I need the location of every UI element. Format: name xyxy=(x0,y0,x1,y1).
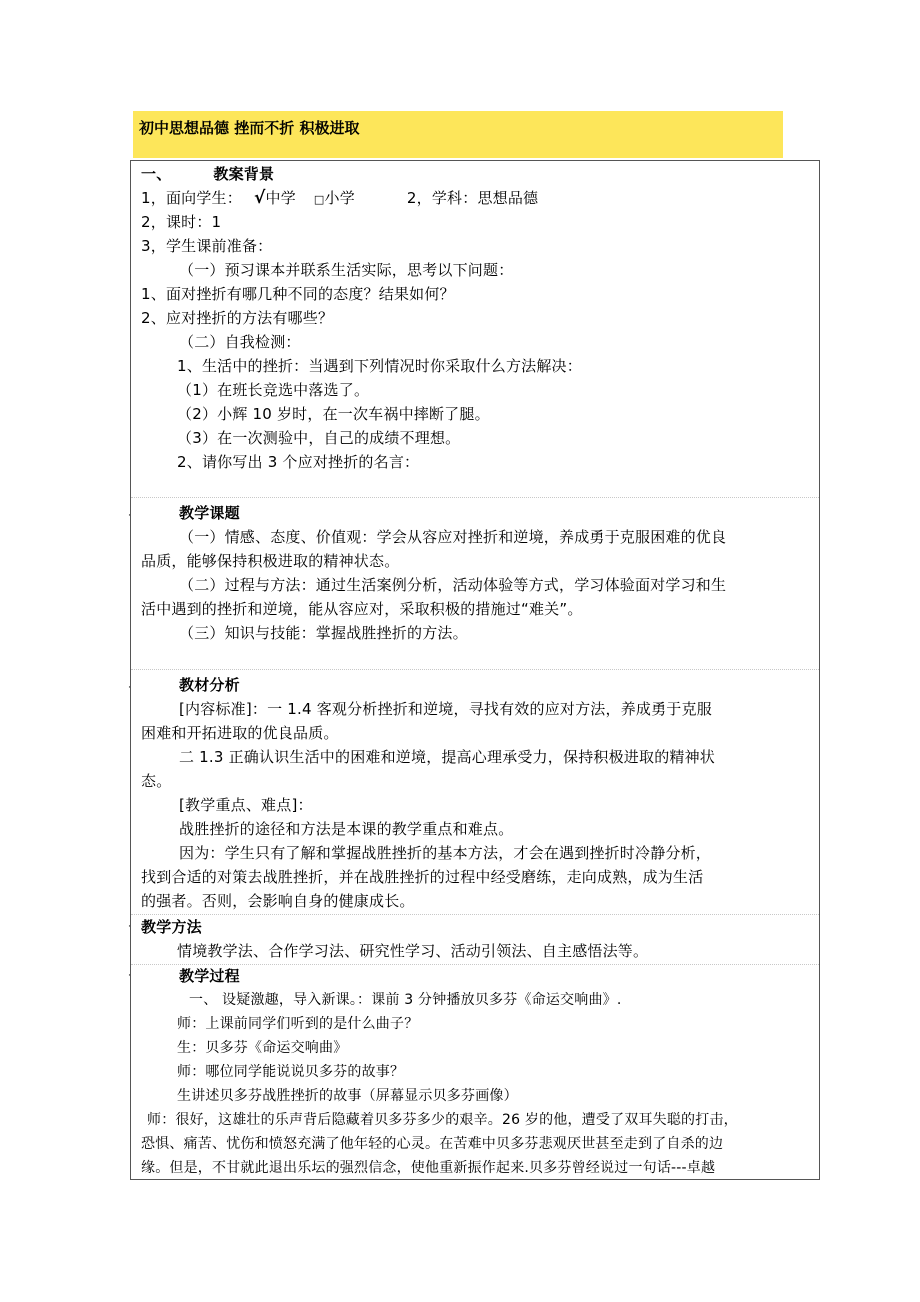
lesson-plan-table xyxy=(130,160,820,1180)
section-analysis-heading: 教材分析 xyxy=(179,676,240,694)
process-line-7: 恐惧、痛苦、忧伤和愤怒充满了他年轻的心灵。在苦难中贝多芬悲观厌世甚至走到了自杀的边 xyxy=(141,1136,724,1152)
content-standard-2a: 二 1.3 正确认识生活中的困难和逆境，提高心理承受力，保持积极进取的精神状 xyxy=(179,748,715,766)
process-line-2: 师：上课前同学们听到的是什么曲子？ xyxy=(177,1016,419,1032)
content-standard-2b: 态。 xyxy=(141,772,172,790)
preview-line: （一）预习课本并联系生活实际，思考以下问题： xyxy=(179,261,514,279)
process-line-4: 师：哪位同学能说说贝多芬的故事？ xyxy=(177,1064,405,1080)
content-standard-1a: [内容标准]：一 1.4 客观分析挫折和逆境，寻找有效的应对方法，养成勇于克服 xyxy=(179,700,712,718)
reason-line-2: 找到合适的对策去战胜挫折，并在战胜挫折的过程中经受磨练，走向成熟，成为生活 xyxy=(141,868,704,886)
bullet-marker: · xyxy=(128,922,131,932)
bullet-marker: · xyxy=(128,511,131,521)
section-background-heading xyxy=(141,162,811,186)
reason-line-3: 的强者。否则，会影响自身的健康成长。 xyxy=(141,892,415,910)
row-divider xyxy=(131,497,819,498)
middle-school-option: 中学 xyxy=(265,189,296,207)
prep-line: 3，学生课前准备： xyxy=(141,237,273,255)
process-line-8: 缘。但是，不甘就此退出乐坛的强烈信念，使他重新振作起来.贝多芬曾经说过一句话---卓越 xyxy=(141,1160,716,1176)
key-points-heading: [教学重点、难点]： xyxy=(179,796,313,814)
section-process-heading: 教学过程 xyxy=(179,967,240,985)
self-test-heading: （二）自我检测： xyxy=(179,333,301,351)
process-line-5: 生讲述贝多芬战胜挫折的故事（屏幕显示贝多芬画像） xyxy=(177,1088,518,1104)
check-mark-icon: √ xyxy=(253,188,266,208)
row-divider xyxy=(131,669,819,670)
topic-goal-1b: 品质，能够保持积极进取的精神状态。 xyxy=(141,552,400,570)
section-method-heading: 教学方法 xyxy=(141,918,202,936)
heading-text: 教案背景 xyxy=(213,165,275,183)
document-title: 初中思想品德 挫而不折 积极进取 xyxy=(139,119,360,137)
checkbox-icon: □ xyxy=(313,193,325,206)
process-line-1: 一、 设疑激趣，导入新课。：课前 3 分钟播放贝多芬《命运交响曲》. xyxy=(189,992,622,1008)
self-test-1a: （1）在班长竞选中落选了。 xyxy=(177,381,370,399)
students-line: 1，面向学生： √中学 □小学 2，学科：思想品德 xyxy=(141,188,539,208)
self-test-2: 2、请你写出 3 个应对挫折的名言： xyxy=(177,453,420,471)
title-bar xyxy=(133,111,783,158)
methods-text: 情境教学法、合作学习法、研究性学习、活动引领法、自主感悟法等。 xyxy=(177,942,649,960)
question-1: 1、面对挫折有哪几种不同的态度？结果如何？ xyxy=(141,285,455,303)
reason-line-1: 因为：学生只有了解和掌握战胜挫折的基本方法，才会在遇到挫折时冷静分析， xyxy=(179,844,712,862)
process-line-6: 师：很好，这雄壮的乐声背后隐藏着贝多芬多少的艰辛。26 岁的他，遭受了双耳失聪的打击， xyxy=(147,1112,738,1128)
topic-goal-2a: （二）过程与方法：通过生活案例分析，活动体验等方式，学习体验面对学习和生 xyxy=(179,576,727,594)
content-standard-1b: 困难和开拓进取的优良品质。 xyxy=(141,724,339,742)
bullet-marker: · xyxy=(128,683,131,693)
question-2: 2、应对挫折的方法有哪些？ xyxy=(141,309,334,327)
heading-number: 一、 xyxy=(141,165,172,183)
subject-text: 2，学科：思想品德 xyxy=(406,189,539,207)
bullet-marker: · xyxy=(128,971,131,981)
key-points-text: 战胜挫折的途径和方法是本课的教学重点和难点。 xyxy=(179,820,514,838)
topic-goal-1a: （一）情感、态度、价值观：学会从容应对挫折和逆境，养成勇于克服困难的优良 xyxy=(179,528,727,546)
self-test-1: 1、生活中的挫折：当遇到下列情况时你采取什么方法解决： xyxy=(177,357,582,375)
hours-line: 2，课时：1 xyxy=(141,213,222,231)
primary-school-option: 小学 xyxy=(324,189,355,207)
self-test-1c: （3）在一次测验中，自己的成绩不理想。 xyxy=(177,429,461,447)
topic-goal-2b: 活中遇到的挫折和逆境，能从容应对，采取积极的措施过“难关”。 xyxy=(141,600,583,618)
topic-goal-3: （三）知识与技能：掌握战胜挫折的方法。 xyxy=(179,624,468,642)
self-test-1b: （2）小辉 10 岁时，在一次车祸中摔断了腿。 xyxy=(177,405,490,423)
section-topic-heading: 教学课题 xyxy=(179,504,240,522)
process-line-3: 生：贝多芬《命运交响曲》 xyxy=(177,1040,348,1056)
